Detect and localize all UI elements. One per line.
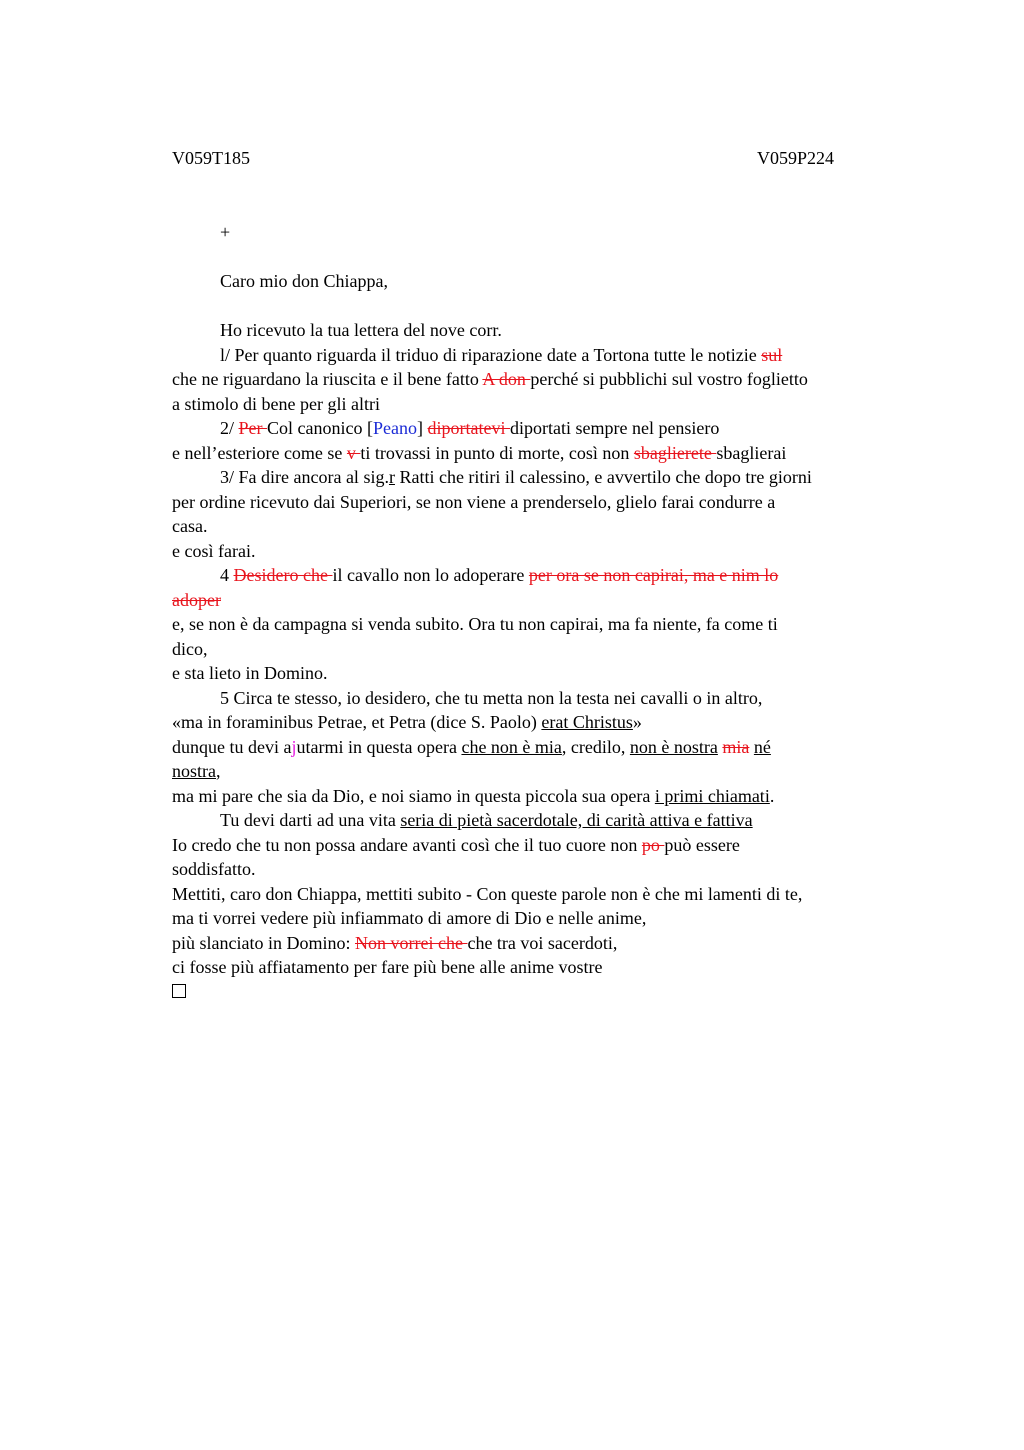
end-box-icon (172, 984, 186, 998)
paragraph-3-line-1: 3/ Fa dire ancora al sig.r Ratti che ritiri il calessino, e avvertilo che dopo tre giorni (220, 467, 812, 487)
paragraph-4-line-1: 4 Desidero che il cavallo non lo adoperare per ora se non capirai, ma e nim lo (220, 565, 779, 585)
page-code-right: V059P224 (757, 148, 835, 168)
paragraph-4-line-4: dico, (172, 638, 208, 659)
paragraph-1-line-1: l/ Per quanto riguarda il triduo di riparazione date a Tortona tutte le notizie sul (220, 344, 783, 365)
paragraph-2-line-1: 2/ Per Col canonico [Peano] diportatevi diportati sempre nel pensiero (220, 418, 720, 438)
deleted-text: sul (761, 344, 783, 365)
underlined-text: r (388, 467, 395, 487)
deleted-text: per ora se non capirai, ma e nim lo (528, 565, 779, 585)
end-mark-line (172, 980, 912, 1005)
deleted-text: A don (482, 369, 531, 389)
paragraph-3-line-4: e così farai. (172, 540, 256, 561)
deleted-text: sbaglierete (633, 442, 717, 463)
deleted-text: po (641, 834, 665, 855)
underlined-text: che non è mia (461, 736, 562, 757)
paragraph-4-line-5: e sta lieto in Domino. (172, 663, 328, 683)
underlined-text: nostra (172, 761, 216, 781)
paragraph-3-line-3: casa. (172, 516, 208, 536)
paragraph-3-line-2: per ordine ricevuto dai Superiori, se non viene a prenderselo, glielo farai condurre a (172, 491, 776, 512)
paragraph-6-line-7: ci fosse più affiatamento per fare più bene alle anime vostre (172, 957, 603, 977)
deleted-text: adoper (172, 589, 221, 610)
paragraph-1-line-2: che ne riguardano la riuscita e il bene fatto A don perché si pubblichi sul vostro foglietto (172, 369, 808, 389)
paragraph-4-line-2 (172, 588, 912, 613)
paragraph-4-line-3: e, se non è da campagna si venda subito. Ora tu non capirai, ma fa niente, fa come ti (172, 614, 778, 634)
inserted-letter: j (291, 736, 297, 757)
cross-mark: + (220, 222, 231, 242)
paragraph-5-line-1: 5 Circa te stesso, io desidero, che tu metta non la testa nei cavalli o in altro, (220, 687, 763, 708)
paragraph-6-line-3: soddisfatto. (172, 859, 256, 879)
paragraph-5-line-4: nostra, (172, 761, 221, 781)
editorial-name: Peano (373, 418, 417, 438)
letter-body (172, 220, 912, 1004)
underlined-text: né (753, 736, 771, 757)
deleted-text: Non vorrei che (354, 932, 468, 953)
document-code-left: V059T185 (172, 148, 250, 168)
paragraph-6-line-5: ma ti vorrei vedere più infiammato di amore di Dio e nelle anime, (172, 908, 647, 928)
paragraph-intro: Ho ricevuto la tua lettera del nove corr. (220, 320, 502, 340)
underlined-text: erat Christus (541, 712, 633, 732)
deleted-text: Desidero che (233, 565, 333, 585)
paragraph-5-line-5: ma mi pare che sia da Dio, e noi siamo in questa piccola sua opera i primi chiamati. (172, 785, 775, 806)
underlined-text: i primi chiamati (654, 785, 770, 806)
paragraph-2-line-2: e nell’esteriore come se v ti trovassi in punto di morte, così non sbaglierete sbaglierai (172, 442, 787, 463)
greeting: Caro mio don Chiappa, (220, 271, 388, 291)
paragraph-6-line-2: Io credo che tu non possa andare avanti così che il tuo cuore non po può essere (172, 834, 740, 855)
paragraph-6-line-1: Tu devi darti ad una vita seria di pietà sacerdotale, di carità attiva e fattiva (220, 810, 753, 830)
paragraph-6-line-6: più slanciato in Domino: Non vorrei che che tra voi sacerdoti, (172, 932, 618, 953)
paragraph-5-line-3: dunque tu devi ajutarmi in questa opera che non è mia, credilo, non è nostra mia né (172, 736, 771, 757)
underlined-text: non è nostra (629, 736, 718, 757)
paragraph-6-line-4: Mettiti, caro don Chiappa, mettiti subito - Con queste parole non è che mi lamenti di te, (172, 883, 803, 904)
deleted-text: diportatevi (427, 418, 510, 438)
paragraph-5-line-2: «ma in foraminibus Petrae, et Petra (dice S. Paolo) erat Christus» (172, 712, 642, 732)
paragraph-1-line-3: a stimolo di bene per gli altri (172, 393, 380, 414)
deleted-text: v (346, 442, 361, 463)
underlined-text: seria di pietà sacerdotale, di carità attiva e fattiva (400, 810, 753, 830)
deleted-text: Per (238, 418, 268, 438)
deleted-text: mia (722, 736, 750, 757)
